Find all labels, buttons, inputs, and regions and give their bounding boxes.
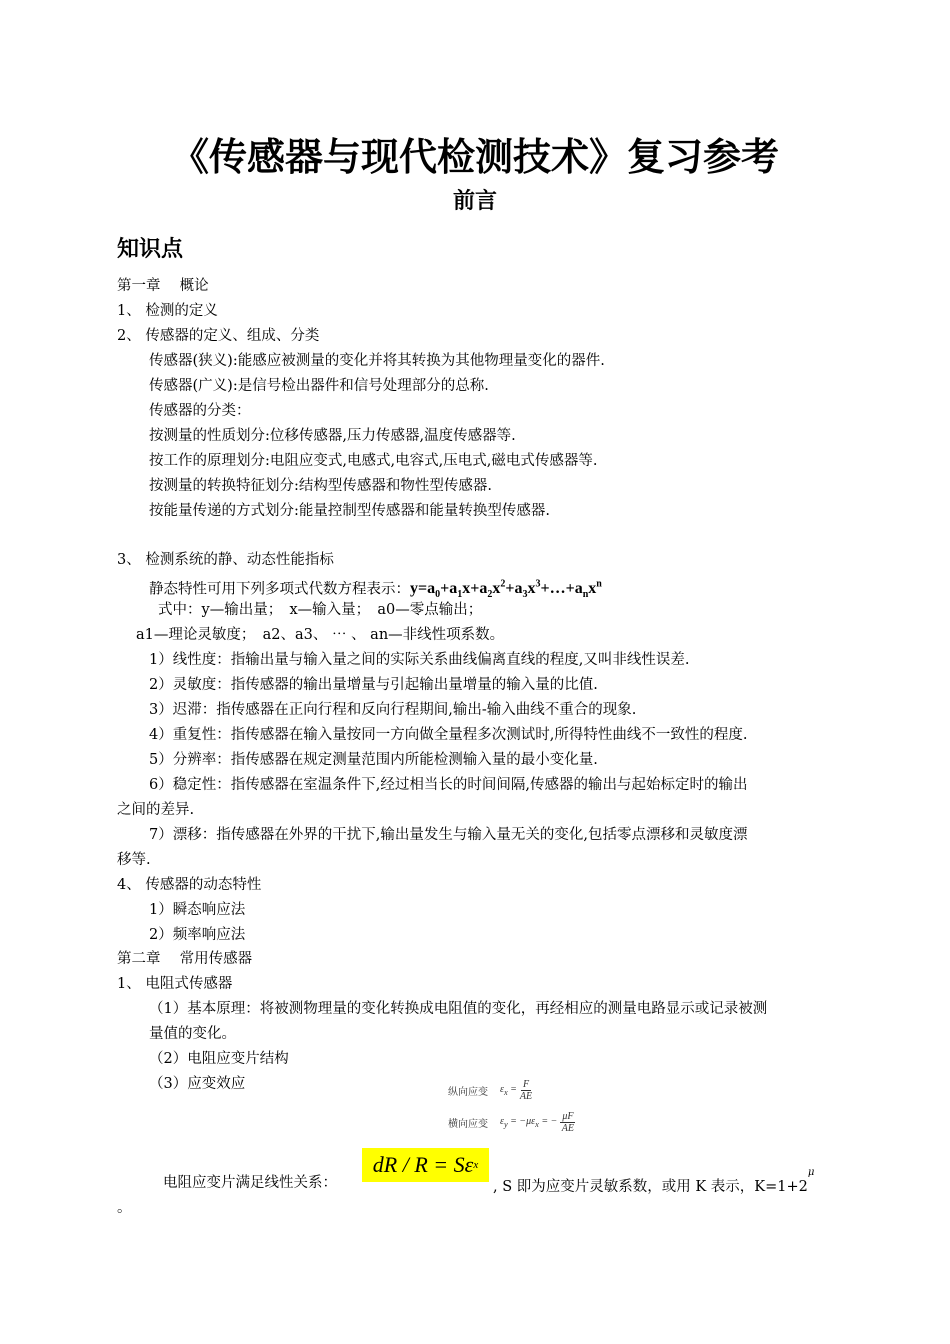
paragraph-line: 之间的差异. [117, 802, 195, 818]
paragraph-line: 2）灵敏度：指传感器的输出量增量与引起输出量增量的输入量的比值. [149, 677, 598, 693]
paragraph-line: 移等. [117, 852, 151, 868]
paragraph-line: 按测量的转换特征划分:结构型传感器和物性型传感器. [149, 478, 492, 494]
chapter-1-heading: 第一章 概论 [117, 278, 209, 294]
paragraph-line: 。 [117, 1200, 132, 1216]
paragraph-line: 2）频率响应法 [149, 927, 246, 943]
highlighted-formula: dR / R = Sε x [362, 1148, 489, 1182]
paragraph-line: （1）基本原理：将被测物理量的变化转换成电阻值的变化，再经相应的测量电路显示或记录被测 [149, 1001, 768, 1017]
doc-subtitle: 前言 [452, 189, 497, 214]
paragraph-line: 6）稳定性：指传感器在室温条件下,经过相当长的时间间隔,传感器的输出与起始标定时的输出 [149, 777, 748, 793]
paragraph-line: 按工作的原理划分:电阻应变式,电感式,电容式,压电式,磁电式传感器等. [149, 453, 598, 469]
polynomial-equation: $y=a_0+a_1x+a_2x^2+a_3x^3+\dots+a_nx^n$ [410, 579, 602, 601]
paragraph-line: , S 即为应变片灵敏系数，或用 K 表示，$K=1+2^\mu$ [493, 1167, 815, 1195]
paragraph-line: （2）电阻应变片结构 [149, 1051, 289, 1067]
paragraph-line: 式中：y—输出量； x—输入量； a0—零点输出； [158, 602, 483, 618]
chapter-2-heading: 第二章 常用传感器 [117, 951, 253, 967]
section-heading: 知识点 [117, 237, 184, 262]
paragraph-line: 5）分辨率：指传感器在规定测量范围内所能检测输入量的最小变化量. [149, 752, 598, 768]
paragraph-line: a1—理论灵敏度； a2、a3、 ⋯ 、 an—非线性项系数。 [136, 627, 505, 643]
list-item: 1、 电阻式传感器 [117, 976, 233, 992]
paragraph-line: 4）重复性：指传感器在输入量按同一方向做全量程多次测试时,所得特性曲线不一致性的程度. [149, 727, 748, 743]
paragraph-line: 1）瞬态响应法 [149, 902, 246, 918]
paragraph-line: 传感器(狭义):能感应被测量的变化并将其转换为其他物理量变化的器件. [149, 353, 605, 369]
list-item: 4、 传感器的动态特性 [117, 877, 262, 893]
paragraph-line: 传感器的分类： [149, 403, 251, 419]
paragraph-line: 按测量的性质划分:位移传感器,压力传感器,温度传感器等. [149, 428, 516, 444]
paragraph-line: 7）漂移：指传感器在外界的干扰下,输出量发生与输入量无关的变化,包括零点漂移和灵敏度漂 [149, 827, 748, 843]
paragraph-line: 按能量传递的方式划分:能量控制型传感器和能量转换型传感器. [149, 503, 550, 519]
doc-title: 《传感器与现代检测技术》复习参考 [170, 135, 779, 179]
fraction: $\frac{\mu F}{AE}$ [561, 1110, 574, 1134]
fraction: $\frac{F}{AE}$ [519, 1078, 533, 1102]
transverse-strain-row: 横向应变 $\varepsilon_y = -\mu\varepsilon_x$ = − $\frac{\mu F}{AE}$ [448, 1110, 574, 1134]
strain-formula-figure [448, 1074, 575, 1138]
list-item: 2、 传感器的定义、组成、分类 [117, 328, 320, 344]
paragraph-line: 1）线性度：指输出量与输入量之间的实际关系曲线偏离直线的程度,又叫非线性误差. [149, 652, 690, 668]
paragraph-line: 传感器(广义):是信号检出器件和信号处理部分的总称. [149, 378, 489, 394]
equation-intro: 静态特性可用下列多项式代数方程表示： [149, 581, 410, 598]
list-item: 3、 检测系统的静、动态性能指标 [117, 552, 334, 568]
paragraph-line: （3）应变效应 [149, 1076, 246, 1092]
list-item: 1、 检测的定义 [117, 303, 218, 319]
paragraph-line: 3）迟滞：指传感器在正向行程和反向行程期间,输出-输入曲线不重合的现象. [149, 702, 637, 718]
paragraph-line: 电阻应变片满足线性关系： [163, 1175, 337, 1191]
paragraph-line: 量值的变化。 [149, 1026, 236, 1042]
longitudinal-strain-row: 纵向应变 $\varepsilon_x$ = $\frac{F}{AE}$ [448, 1078, 533, 1102]
